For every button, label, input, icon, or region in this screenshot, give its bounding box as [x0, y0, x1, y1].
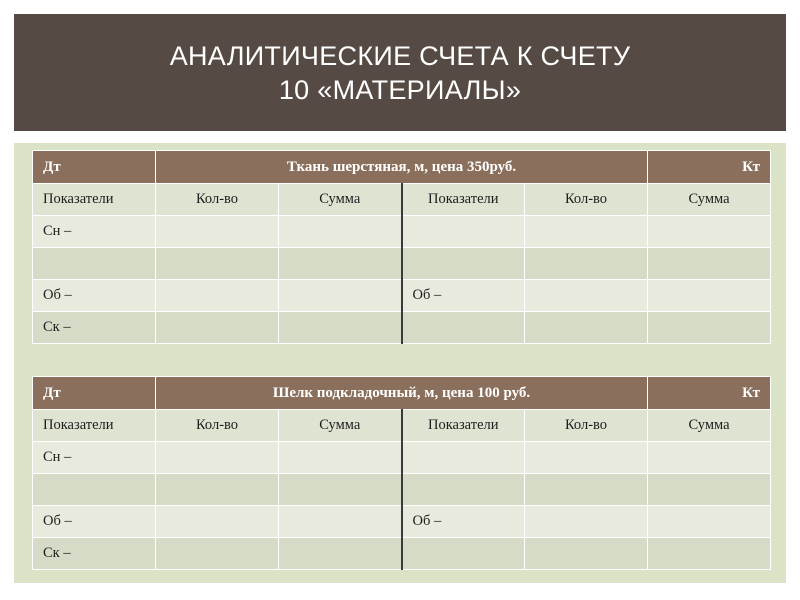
sum-cell: [279, 248, 402, 280]
column-header: Показатели: [33, 410, 156, 442]
qty-cell: [156, 538, 279, 570]
sum-cell: [279, 312, 402, 344]
column-header: Сумма: [648, 184, 771, 216]
slide-title-line-2: 10 «МАТЕРИАЛЫ»: [278, 74, 522, 105]
qty-cell: [525, 312, 648, 344]
sum-cell: [648, 474, 771, 506]
sum-cell: [279, 506, 402, 538]
table-row: [33, 216, 771, 248]
debit-label: Дт: [33, 377, 156, 410]
column-header: Сумма: [279, 184, 402, 216]
qty-cell: [525, 474, 648, 506]
row-label: Об –: [402, 506, 525, 538]
qty-cell: [156, 442, 279, 474]
sum-cell: [648, 442, 771, 474]
material-name: Шелк подкладочный, м, цена 100 руб.: [156, 377, 648, 410]
table-header-row: [33, 377, 771, 410]
row-label: [402, 216, 525, 248]
column-header: Сумма: [648, 410, 771, 442]
material-name: Ткань шерстяная, м, цена 350руб.: [156, 151, 648, 184]
sum-cell: [648, 280, 771, 312]
row-label: Сн –: [33, 442, 156, 474]
slide-title-line-1: АНАЛИТИЧЕСКИЕ СЧЕТА К СЧЕТУ: [169, 40, 631, 71]
credit-label: Кт: [648, 377, 771, 410]
qty-cell: [525, 506, 648, 538]
qty-cell: [156, 280, 279, 312]
qty-cell: [156, 216, 279, 248]
qty-cell: [156, 248, 279, 280]
sum-cell: [279, 280, 402, 312]
row-label: [402, 474, 525, 506]
sum-cell: [279, 216, 402, 248]
column-header: Кол-во: [156, 410, 279, 442]
column-header: Кол-во: [525, 410, 648, 442]
table-row: [33, 442, 771, 474]
table-header-row: [33, 151, 771, 184]
column-header: Показатели: [402, 410, 525, 442]
credit-label: Кт: [648, 151, 771, 184]
column-header: Кол-во: [525, 184, 648, 216]
row-label: [33, 474, 156, 506]
sum-cell: [648, 216, 771, 248]
qty-cell: [525, 442, 648, 474]
sum-cell: [279, 538, 402, 570]
row-label: [402, 538, 525, 570]
table-row: [33, 280, 771, 312]
column-header: Сумма: [279, 410, 402, 442]
sum-cell: [648, 312, 771, 344]
column-header: Кол-во: [156, 184, 279, 216]
column-header: Показатели: [402, 184, 525, 216]
debit-label: Дт: [33, 151, 156, 184]
row-label: Об –: [33, 506, 156, 538]
qty-cell: [156, 312, 279, 344]
qty-cell: [525, 248, 648, 280]
table-row: [33, 506, 771, 538]
row-label: Сн –: [33, 216, 156, 248]
row-label: Ск –: [33, 312, 156, 344]
account-table-wool: [32, 150, 771, 344]
qty-cell: [525, 216, 648, 248]
slide-title-bar: [14, 14, 786, 131]
qty-cell: [156, 506, 279, 538]
row-label: [402, 248, 525, 280]
qty-cell: [156, 474, 279, 506]
table-row: [33, 474, 771, 506]
row-label: Об –: [402, 280, 525, 312]
sum-cell: [279, 474, 402, 506]
account-table-silk: [32, 376, 771, 570]
row-label: Ск –: [33, 538, 156, 570]
row-label: [402, 442, 525, 474]
qty-cell: [525, 280, 648, 312]
table-row: [33, 248, 771, 280]
row-label: [33, 248, 156, 280]
table-row: [33, 538, 771, 570]
column-header-row: [33, 410, 771, 442]
sum-cell: [648, 248, 771, 280]
row-label: Об –: [33, 280, 156, 312]
column-header: Показатели: [33, 184, 156, 216]
row-label: [402, 312, 525, 344]
table-row: [33, 312, 771, 344]
qty-cell: [525, 538, 648, 570]
sum-cell: [648, 538, 771, 570]
column-header-row: [33, 184, 771, 216]
sum-cell: [648, 506, 771, 538]
sum-cell: [279, 442, 402, 474]
